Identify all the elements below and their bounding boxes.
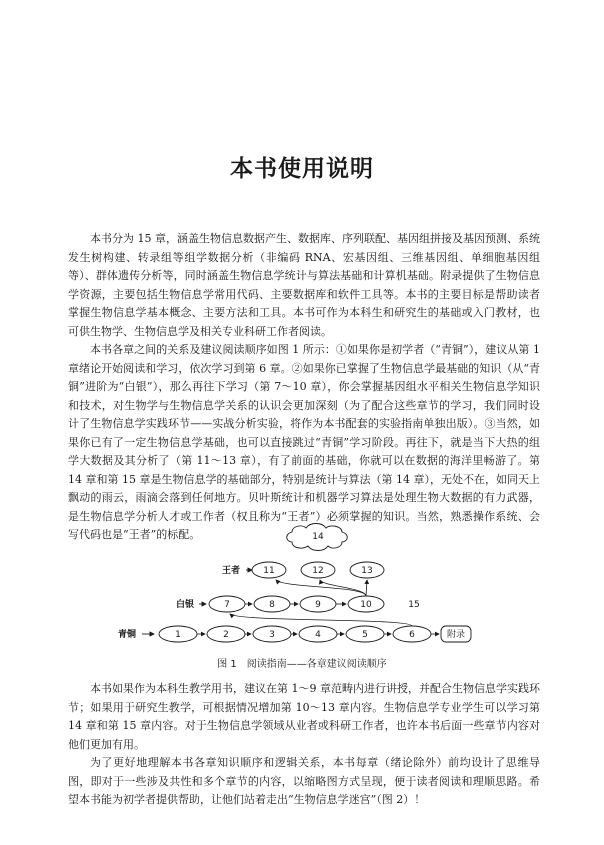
chapter-label-9: 9	[315, 600, 321, 610]
chapter-label-3: 3	[269, 630, 275, 640]
chapter-label-5: 5	[362, 630, 368, 640]
chapter-label-1: 1	[175, 630, 181, 640]
cloud-chapter-label: 14	[312, 532, 324, 542]
chapter-label-12: 12	[312, 566, 324, 576]
chapter-label-13: 13	[361, 566, 373, 576]
reading-guide-diagram	[0, 522, 604, 652]
paragraph-reading-order: 本书各章之间的关系及建议阅读顺序如图 1 所示：①如果你是初学者（“青铜”），建议从第 1 章绪论开始阅读和学习，依次学习到第 6 章。②如果你已掌握了生物信息学最基础的知识（从“青铜”进阶为“白银”），那么再往下学习（第 7～10 章），你会掌握基因组水平相关生物信息学知识和技术，对生物学与生物信息学关系的认识会更加深刻（为了配合这些章节的学习，我们同时设计了生物信息学实践环节——实战分析实验，将作为本书配套的实验指南单独出版）。③当然，如果你已有了一定生物信息学基础，也可以直接跳过“青铜”学习阶段。再往下，就是当下大热的组学大数据及其分析了（第 11～13 章），有了前面的基础，你就可以在数据的海洋里畅游了。第 14 章和第 15 章是生物信息学的基础部分，特别是统计与算法（第 14 章），无处不在，如同天上飘动的雨云，雨滴会落到任何地方。贝叶斯统计和机器学习算法是处理生物大数据的有力武器，是生物信息学分析人才或工作者（权且称为“王者”）必须掌握的知识。当然，熟悉操作系统、会写代码也是“王者”的标配。	[68, 343, 540, 541]
level-label-bronze: 青铜	[118, 630, 137, 640]
chapter-label-15: 15	[408, 600, 420, 610]
chapter-label-6: 6	[409, 630, 415, 640]
chapter-label-2: 2	[223, 630, 229, 640]
figure-caption: 图 1 阅读指南——各章建议阅读顺序	[217, 659, 387, 670]
paragraph-overview: 本书分为 15 章，涵盖生物信息数据产生、数据库、序列联配、基因组拼接及基因预测、系统发生树构建、转录组等组学数据分析（非编码 RNA、宏基因组、三维基因组、单细胞基因组等）、群体遗传分析等，同时涵盖生物信息学统计与算法基础和计算机基础。附录提供了生物信息学资源，主要包括生物信息学常用代码、主要数据库和软件工具等。本书的主要目标是帮助读者掌握生物信息学基本概念、主要方法和工具。本书可作为本科生和研究生的基础或入门教材，也可供生物学、生物信息学及相关专业科研工作者阅读。	[68, 232, 540, 338]
paragraph-mind-map: 为了更好地理解本书各章知识顺序和逻辑关系，本书每章（绪论除外）前均设计了思维导图，即对于一些涉及共性和多个章节的内容，以缩略图方式呈现，便于读者阅读和理顺思路。希望本书能为初学者提供帮助，让他们站着走出“生物信息学迷宫”（图 2）！	[68, 756, 540, 806]
reading-guide-figure	[0, 522, 604, 672]
chapter-label-4: 4	[315, 630, 321, 640]
paragraph-teaching: 本书如果作为本科生教学用书，建议在第 1～9 章范畴内进行讲授，并配合生物信息学实践环节；如果用于研究生教学，可根据情况增加第 10～13 章内容。生物信息学专业学生可以学习第 14 章和第 15 章内容。对于生物信息学领域从业者或科研工作者，也许本书后面一些章节内容对他们更加有用。	[68, 682, 540, 751]
king-chapter-row	[252, 562, 384, 578]
page-title: 本书使用说明	[230, 156, 374, 182]
intro-text	[68, 230, 540, 545]
chapter-label-7: 7	[224, 600, 230, 610]
chapter-label-8: 8	[269, 600, 275, 610]
level-label-silver: 白银	[176, 600, 195, 610]
chapter-label-10: 10	[360, 600, 372, 610]
level-label-king: 王者	[222, 566, 241, 576]
appendix-label: 附录	[446, 630, 466, 640]
chapter-label-11: 11	[263, 566, 275, 576]
usage-text	[68, 680, 540, 810]
